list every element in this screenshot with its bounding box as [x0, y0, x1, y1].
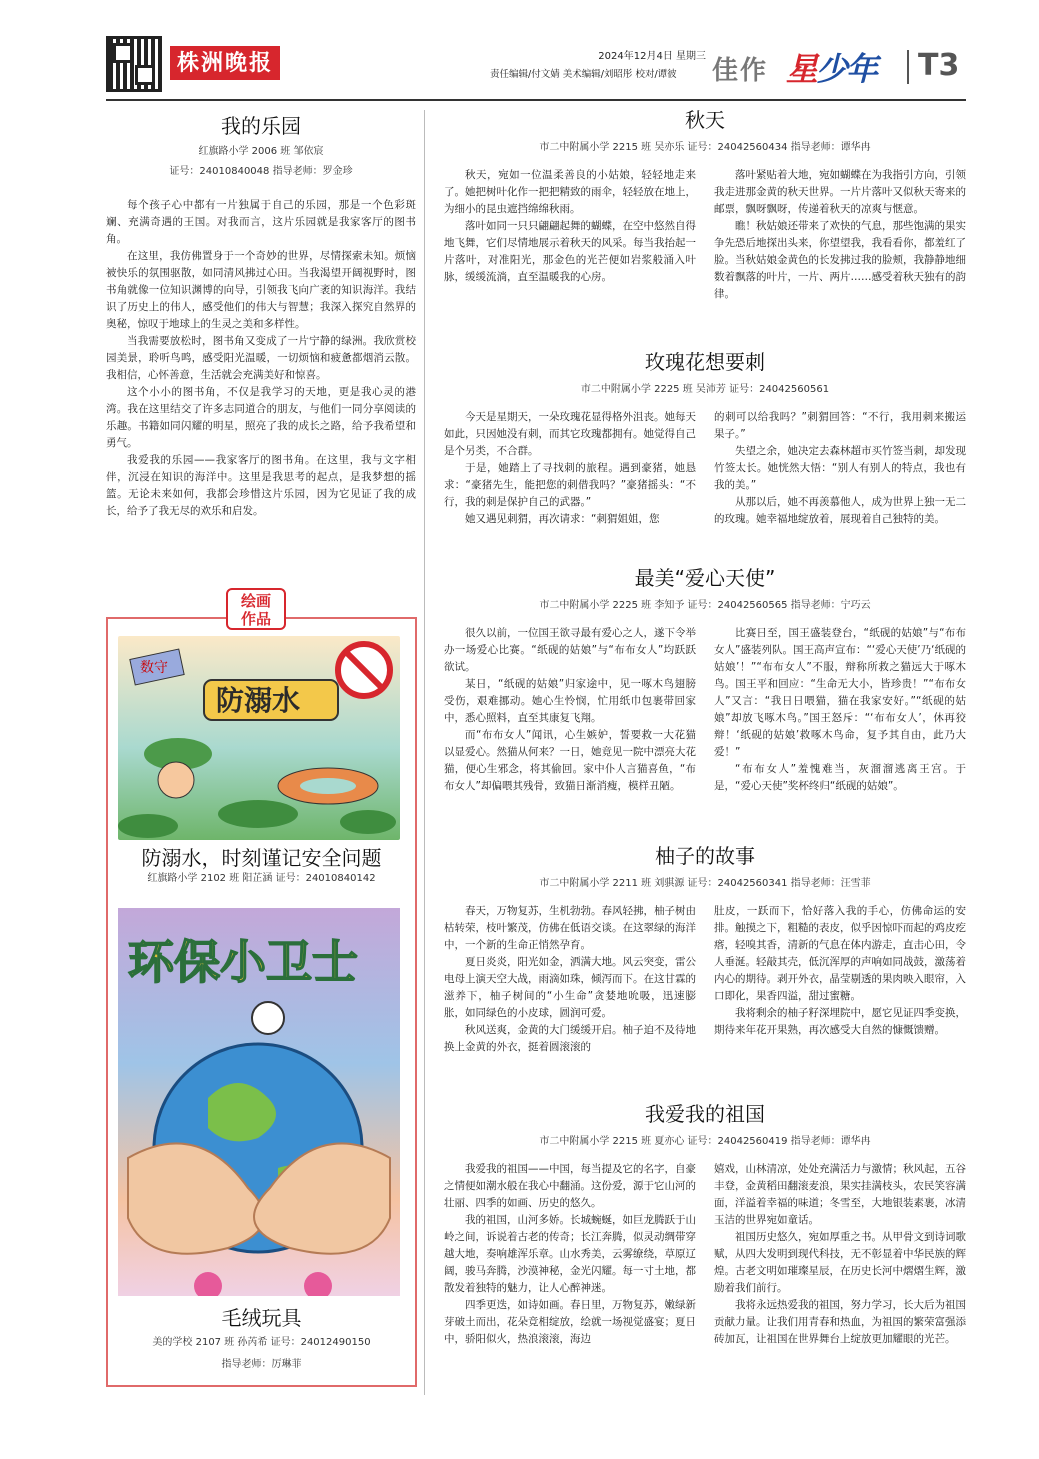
- article-rose-wants-thorns: [444, 346, 966, 528]
- paragraph: 而“布布女人”闻讯，心生嫉妒，誓要救一大花猫以显爱心。然猫从何来？一日，她竟见一院中漂亮大花猫，便心生邪念，将其偷回。家中仆人言猫喜鱼，“布布女人”却偏喂其残骨，致猫日渐消瘦，模样丑陋。: [444, 729, 696, 792]
- article-meta: 市二中附属小学 2215 班 夏亦心 证号：24042560419 指导老师：谭华冉: [539, 1136, 871, 1147]
- article-meta: 市二中附属小学 2215 班 吴亦乐 证号：24042560434 指导老师：谭华冉: [539, 142, 871, 153]
- paragraph: 很久以前，一位国王欲寻最有爱心之人，遂下令举办一场爱心比赛。“纸砚的姑娘”与“布布女人”均跃跃欲试。: [444, 627, 696, 673]
- painting-title: 毛绒玩具: [221, 1306, 302, 1330]
- painting-anti-drowning-art: [118, 636, 400, 840]
- article-title: 我的乐园: [221, 114, 301, 138]
- painting-title: 防溺水，时刻谨记安全问题: [141, 846, 382, 870]
- section-label: 佳作: [712, 56, 769, 86]
- article-body: [444, 409, 966, 528]
- paragraph: 秋天，宛如一位温柔善良的小姑娘，轻轻地走来了。她把树叶化作一把把精致的雨伞，轻轻放在地上，为细小的昆虫遮挡绵绵秋雨。: [444, 169, 696, 215]
- paragraph: 今天是星期天，一朵玫瑰花显得格外沮丧。她每天如此，只因她没有刺，而其它玫瑰都拥有。她觉得自己是个另类，不合群。: [444, 411, 696, 457]
- paragraph: 她又遇见刺猬，再次请求：“刺猬姐姐，您: [465, 513, 660, 525]
- article-body: [106, 197, 416, 520]
- paragraph: 于是，她踏上了寻找刺的旅程。遇到豪猪，她恳求：“豪猪先生，能把您的刺借我吗？”豪猪摇头：“不行，我的刺是保护自己的武器。”: [444, 462, 696, 508]
- qr-code: [106, 36, 162, 92]
- painting-teacher: 指导老师：厉琳菲: [221, 1359, 302, 1370]
- article-meta: 市二中附属小学 2225 班 李知予 证号：24042560565 指导老师：宁巧云: [539, 600, 871, 611]
- article-meta: 市二中附属小学 2211 班 刘骐源 证号：24042560341 指导老师：汪雪菲: [539, 878, 871, 889]
- paragraph-continued: 的刺可以给我吗？”刺猬回答：“不行，我用刺来搬运果子。”: [714, 411, 966, 440]
- body-column: [444, 167, 696, 303]
- article-title: 玫瑰花想要刺: [645, 350, 765, 374]
- article-title: 柚子的故事: [655, 844, 755, 868]
- body-column: [714, 409, 966, 528]
- paragraph: “布布女人”羞愧难当，灰溜溜逃离王宫。于是，“爱心天使”奖杯终归“纸砚的姑娘”。: [714, 763, 966, 792]
- badge-line: 作品: [240, 610, 271, 628]
- painting-anti-drowning: [118, 636, 400, 840]
- paragraph: 春天，万物复苏，生机勃勃。春风轻拂，柚子树由枯转荣，枝叶繁茂，仿佛在低语交谈。在这翠绿的海洋中，一个新的生命正悄然孕育。: [444, 905, 696, 951]
- page-number: T3: [918, 48, 960, 83]
- issue-date: 2024年12月4日 星期三: [598, 51, 706, 62]
- painting-meta: 美的学校 2107 班 孙芮希 证号：24012490150: [152, 1337, 371, 1348]
- paragraph: 从那以后，她不再羡慕他人，成为世界上独一无二的玫瑰。她幸福地绽放着，展现着自己独特的美。: [714, 496, 966, 525]
- paragraph: 比赛日至，国王盛装登台，“纸砚的姑娘”与“布布女人”盛装列队。国王高声宣布：“‘爱心天使’乃‘纸砚的姑娘’！”“布布女人”不服，辩称所救之猫远大于啄木鸟。国王平和回应：“生命无大小，皆珍贵！”“布布女人”又言：“我日日喂猫，猫在我家安好。”“纸砚的姑娘”却放飞啄木鸟。”国王怒斥：“‘布布女人’，休再狡辩！‘纸砚的姑娘’救啄木鸟命，复予其自由，此乃大爱！”: [714, 627, 966, 758]
- paragraph: 落叶紧贴着大地，宛如蝴蝶在为我指引方向，引领我走进那金黄的秋天世界。一片片落叶又似秋天寄来的邮票，飘呀飘呀，传递着秋天的凉爽与惬意。: [714, 169, 966, 215]
- header-info: [586, 50, 706, 64]
- paragraph: 我爱我的祖国——中国，每当提及它的名字，自豪之情便如潮水般在我心中翻涌。这份爱，源于它山河的壮丽、四季的如画、历史的悠久。: [444, 1163, 696, 1209]
- article-pomelo-story: [444, 840, 966, 1056]
- art-label-3: 环保小卫士: [128, 935, 358, 989]
- article-cert: 证号：24010840048 指导老师：罗金珍: [169, 166, 353, 177]
- article-meta: 市二中附属小学 2225 班 吴沛芳 证号：24042560561: [580, 384, 830, 395]
- article-autumn: [444, 104, 966, 303]
- paragraph: 失望之余，她决定去森林超市买竹签当刺，却发现竹签太长。她恍然大悟：“别人有别人的特点，我也有我的美。”: [714, 445, 966, 491]
- header-rule: [106, 99, 966, 101]
- paragraph: 当我需要放松时，图书角又变成了一片宁静的绿洲。我欣赏校园美景，聆听鸟鸣，感受阳光温暖，一切烦恼和疲惫都烟消云散。我相信，心怀善意，生活就会充满美好和惊喜。: [106, 335, 416, 381]
- painting-meta: 红旗路小学 2102 班 阳芷涵 证号：24010840142: [147, 873, 376, 884]
- paragraph: 每个孩子心中都有一片独属于自己的乐园，那是一个色彩斑斓、充满奇遇的王国。对我而言，这片乐园就是我家客厅的图书角。: [106, 199, 416, 245]
- art-label-2: 防溺水: [216, 684, 301, 717]
- paragraph: 我将剩余的柚子籽深埋院中，愿它见证四季变换，期待来年花开果熟，再次感受大自然的慷慨馈赠。: [714, 1007, 966, 1036]
- paragraph-continued: 肚皮，一跃而下，恰好落入我的手心，仿佛命运的安排。触摸之下，粗糙的表皮，似乎因惊吓而起的鸡皮疙瘩，轻嗅其香，清新的气息在体内游走，直击心田，令人垂涎。轻敲其壳，低沉浑厚的声响如同战鼓，激荡着内心的期待。剥开外衣，晶莹剔透的果肉映入眼帘，入口即化，果香四溢，甜过蜜糖。: [714, 905, 966, 1002]
- paragraph: 我爱我的乐园——我家客厅的图书角。在这里，我与文字相伴，沉浸在知识的海洋中。这里是我思考的起点，是我梦想的摇篮。无论未来如何，我都会珍惜这片乐园，因为它见证了我的成长，给予了我无尽的欢乐和启发。: [106, 454, 416, 517]
- newspaper-masthead: 株洲晚报: [170, 46, 280, 80]
- painting-eco-guard-art: [118, 908, 400, 1296]
- article-love-angel: [444, 562, 966, 795]
- badge-line: 绘画: [240, 592, 271, 610]
- article-body: [444, 167, 966, 303]
- paintings-badge: [226, 588, 286, 630]
- paragraph: 在这里，我仿佛置身于一个奇妙的世界，尽情探索未知。烦恼被快乐的氛围驱散，如同清风拂过心田。当我渴望开阔视野时，图书角就像一位知识渊博的向导，引领我飞向广袤的知识海洋。我结识了历史上的伟人，感受他们的伟大与智慧；我深入探究自然界的奥秘，惊叹于地球上的生灵之美和多样性。: [106, 250, 416, 330]
- paragraph: 秋风送爽，金黄的大门缓缓开启。柚子迫不及待地换上金黄的外衣，挺着圆滚滚的: [444, 1024, 696, 1053]
- paragraph: 夏日炎炎，阳光如金，洒满大地。风云突变，雷公电母上演天空大战，雨滴如珠，倾泻而下。在这甘霖的滋养下，柚子树间的“小生命”贪婪地吮吸，迅速膨胀，如同绿色的小皮球，圆润可爱。: [444, 956, 696, 1019]
- body-column: [714, 903, 966, 1056]
- article-byline: 红旗路小学 2006 班 邹依宸: [198, 146, 324, 157]
- body-column: [714, 1161, 966, 1348]
- article-title: 我爱我的祖国: [645, 1102, 765, 1126]
- paragraph: 某日，“纸砚的姑娘”归家途中，见一啄木鸟翅膀受伤，艰难挪动。她心生怜悯，忙用纸巾包裹带回家中，悉心照料，直至其康复飞翔。: [444, 678, 696, 724]
- body-column: [714, 167, 966, 303]
- art-label-1: 数守: [140, 660, 168, 676]
- paragraph: 这个小小的图书角，不仅是我学习的天地，更是我心灵的港湾。我在这里结交了许多志同道合的朋友，与他们一同分享阅读的乐趣。书籍如同闪耀的明星，照亮了我的成长之路，给予我希望和勇气。: [106, 386, 416, 449]
- paragraph: 我的祖国，山河多娇。长城蜿蜒，如巨龙腾跃于山岭之间，诉说着古老的传奇；长江奔腾，似灵动绸带穿越大地，奏响雄浑乐章。山水秀美，云雾缭绕，草原辽阔，骏马奔腾，沙漠神秘，金光闪耀。每一寸土地，都散发着独特的魅力，让人心醉神迷。: [444, 1214, 696, 1294]
- paragraph-continued: 嬉戏，山林清凉，处处充满活力与激情；秋风起，五谷丰登，金黄稻田翻滚麦浪，果实挂满枝头，农民笑容满面，洋溢着幸福的味道；冬雪至，大地银装素裹，冰清玉洁的世界宛如童话。: [714, 1163, 966, 1226]
- article-love-motherland: [444, 1098, 966, 1348]
- body-column: [444, 1161, 696, 1348]
- body-column: [444, 625, 696, 795]
- article-body: [444, 1161, 966, 1348]
- body-column: [714, 625, 966, 795]
- article-body: [444, 625, 966, 795]
- brand-logo: [786, 44, 876, 90]
- paragraph: 瞧！秋姑娘还带来了欢快的气息，那些饱满的果实争先恐后地探出头来，你望望我，我看看你，都羞红了脸。当秋姑娘金黄色的长发拂过我的脸颊，我静静地细数着飘落的叶片，一片、两片……感受着秋天独有的韵律。: [714, 220, 966, 300]
- editor-credits: 责任编辑/付文婧 美术编辑/刘昭彤 校对/谭彼: [490, 69, 677, 80]
- header-separator: [907, 50, 909, 84]
- article-my-paradise: [106, 110, 416, 520]
- paragraph: 落叶如同一只只翩翩起舞的蝴蝶，在空中悠然自得地飞舞，它们尽情地展示着秋天的风采。每当我抬起一片落叶，对准阳光，那金色的光芒便如岩浆般涌入叶脉，缓缓流淌，直至温暖我的心房。: [444, 220, 696, 283]
- article-title: 秋天: [685, 108, 725, 132]
- paragraph: 四季更迭，如诗如画。春日里，万物复苏，嫩绿新芽破土而出，花朵竞相绽放，绘就一场视觉盛宴；夏日中，骄阳似火，热浪滚滚，海边: [444, 1299, 696, 1345]
- body-column: [444, 903, 696, 1056]
- column-divider: [424, 110, 425, 1395]
- article-body: [444, 903, 966, 1056]
- paragraph: 我将永远热爱我的祖国，努力学习，长大后为祖国贡献力量。让我们用青春和热血，为祖国的繁荣富强添砖加瓦，让祖国在世界舞台上绽放更加耀眼的光芒。: [714, 1299, 966, 1345]
- brand-rest: 少年: [816, 50, 877, 88]
- article-title: 最美“爱心天使”: [634, 566, 776, 590]
- body-column: [444, 409, 696, 528]
- paragraph: 祖国历史悠久，宛如厚重之书。从甲骨文到诗词歌赋，从四大发明到现代科技，无不彰显着中华民族的辉煌。古老文明如璀璨星辰，在历史长河中熠熠生辉，激励着我们前行。: [714, 1231, 966, 1294]
- brand-star: 星: [786, 50, 817, 88]
- painting-eco-guard: [118, 908, 400, 1296]
